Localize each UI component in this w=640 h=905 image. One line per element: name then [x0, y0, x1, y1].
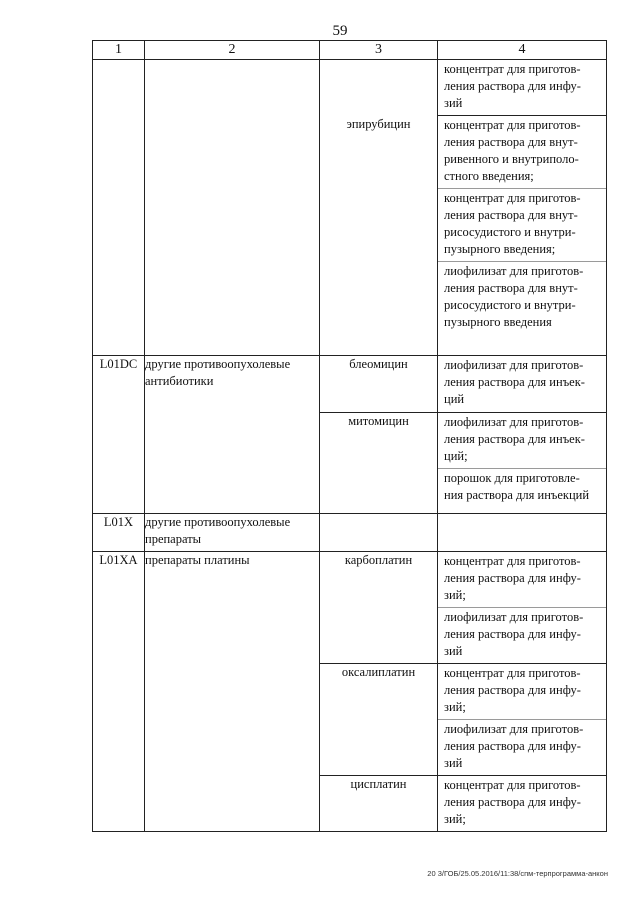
drug-name-cell: митомицин [320, 413, 438, 514]
dosage-forms-cell [438, 413, 607, 514]
header-cell: 3 [320, 41, 438, 60]
atc-name-cell: другие противоопухолевые антибиотики [145, 356, 320, 413]
drug-name-cell: оксалиплатин [320, 664, 438, 776]
dosage-forms-cell [438, 664, 607, 776]
dosage-forms-cell [438, 514, 607, 552]
atc-name-cell [145, 116, 320, 356]
drug-name-cell: блеомицин [320, 356, 438, 413]
atc-code-cell [93, 413, 145, 514]
dosage-form-item: концентрат для приготов- ления раствора для инфу- зий [444, 62, 581, 110]
drug-name-cell: карбоплатин [320, 552, 438, 664]
table-row [93, 116, 607, 356]
drug-name-cell: цисплатин [320, 776, 438, 832]
dosage-form-item: лиофилизат для приготов- ления раствора для инъек- ций [444, 358, 585, 406]
dosage-form-item: концентрат для приготов- ления раствора для инфу- зий; [444, 666, 581, 714]
atc-code-cell [93, 116, 145, 356]
atc-code-cell [93, 664, 145, 776]
atc-code-cell: L01DC [93, 356, 145, 413]
atc-name-cell: препараты платины [145, 552, 320, 664]
drug-name-cell: эпирубицин [320, 116, 438, 356]
dosage-forms-cell [438, 116, 607, 356]
dosage-forms-cell [438, 552, 607, 664]
dosage-form-item: концентрат для приготов- ления раствора для инфу- зий; [444, 778, 581, 826]
atc-name-cell: другие противоопухолевые препараты [145, 514, 320, 552]
dosage-form-item [438, 514, 606, 518]
page-number: 59 [332, 23, 348, 39]
header-cell: 2 [145, 41, 320, 60]
footer-note: 20 3/ГОБ/25.05.2016/11:38/спм-терпрограмма-анкон [427, 869, 608, 878]
dosage-forms-cell [438, 60, 607, 116]
drug-table [92, 40, 607, 832]
drug-name-cell [320, 514, 438, 552]
table-row [93, 514, 607, 552]
dosage-form-item: порошок для приготовле- ния раствора для инъекций [438, 468, 606, 507]
dosage-forms-cell [438, 776, 607, 832]
dosage-forms-cell [438, 356, 607, 413]
table-row [93, 664, 607, 776]
header-cell: 4 [438, 41, 607, 60]
dosage-form-item: лиофилизат для приготов- ления раствора для инфу- зий [438, 607, 606, 663]
atc-name-cell [145, 776, 320, 832]
table-row [93, 60, 607, 116]
table-row [93, 356, 607, 413]
dosage-form-item: лиофилизат для приготов- ления раствора для внут- рисосудистого и внутри- пузырного введения [438, 261, 606, 334]
atc-code-cell: L01XA [93, 552, 145, 664]
dosage-form-item: концентрат для приготов- ления раствора для инфу- зий; [444, 554, 581, 602]
dosage-form-item: концентрат для приготов- ления раствора для внут- рисосудистого и внутри- пузырного введения; [438, 188, 606, 261]
header-row [93, 41, 607, 60]
atc-name-cell [145, 413, 320, 514]
header-cell: 1 [93, 41, 145, 60]
atc-name-cell [145, 664, 320, 776]
table-row [93, 776, 607, 832]
atc-code-cell [93, 776, 145, 832]
table-row [93, 413, 607, 514]
dosage-form-item: лиофилизат для приготов- ления раствора для инъек- ций; [444, 415, 585, 463]
dosage-form-item: лиофилизат для приготов- ления раствора для инфу- зий [438, 719, 606, 775]
table-row [93, 552, 607, 664]
atc-name-cell [145, 60, 320, 116]
atc-code-cell: L01X [93, 514, 145, 552]
dosage-form-item: концентрат для приготов- ления раствора для внут- ривенного и внутриполо- стного введения; [444, 118, 581, 183]
atc-code-cell [93, 60, 145, 116]
drug-name-cell [320, 60, 438, 116]
